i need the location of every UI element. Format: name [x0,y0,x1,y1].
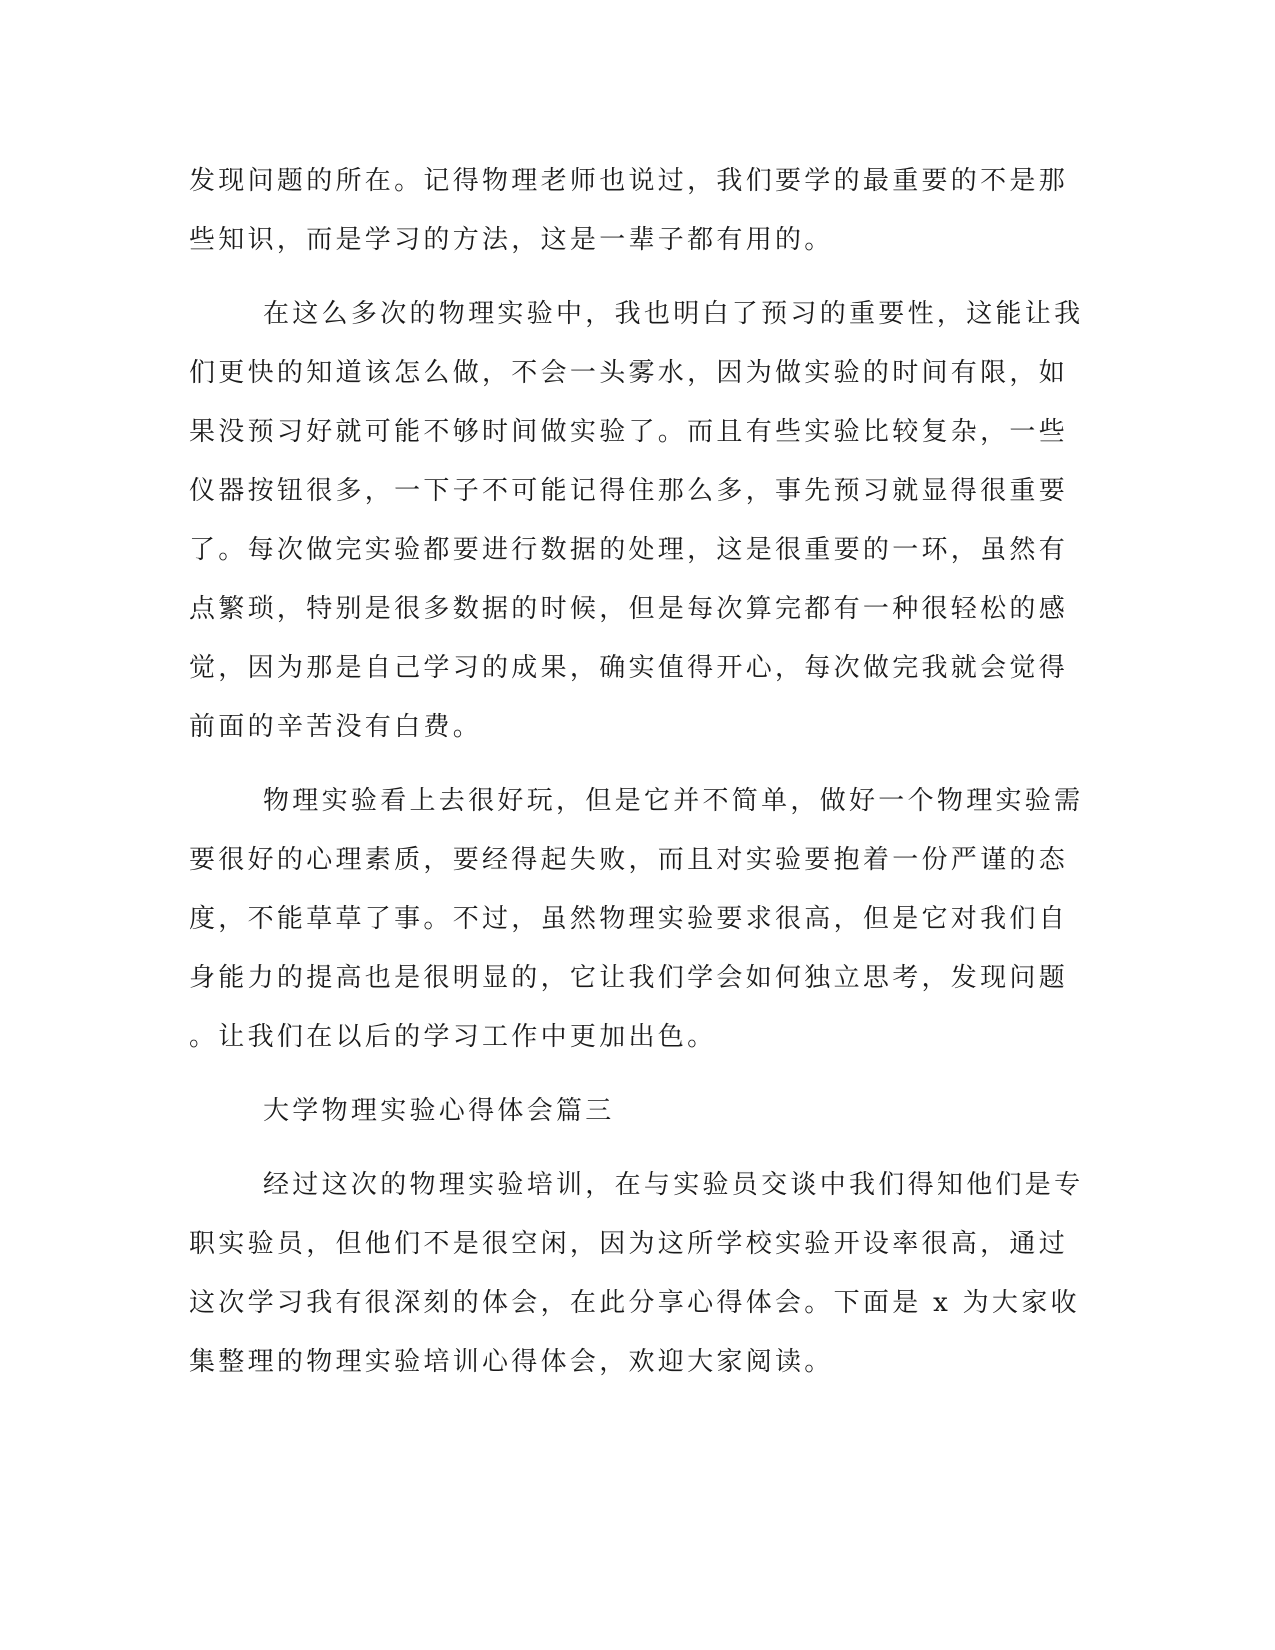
paragraph-line: 身能力的提高也是很明显的，它让我们学会如何独立思考，发现问题 [189,963,1069,993]
paragraph-line: 了。每次做完实验都要进行数据的处理，这是很重要的一环，虽然有 [189,535,1069,565]
paragraph-line: 们更快的知道该怎么做，不会一头雾水，因为做实验的时间有限，如 [189,358,1069,388]
paragraph-line: 度，不能草草了事。不过，虽然物理实验要求很高，但是它对我们自 [189,904,1069,934]
section-heading: 大学物理实验心得体会篇三 [263,1096,615,1126]
paragraph-line: 点繁琐，特别是很多数据的时候，但是每次算完都有一种很轻松的感 [189,594,1069,624]
paragraph-line: 发现问题的所在。记得物理老师也说过，我们要学的最重要的不是那 [189,166,1069,196]
paragraph-line: 果没预习好就可能不够时间做实验了。而且有些实验比较复杂，一些 [189,417,1069,447]
paragraph-line: 要很好的心理素质，要经得起失败，而且对实验要抱着一份严谨的态 [189,845,1069,875]
paragraph-line: 物理实验看上去很好玩，但是它并不简单，做好一个物理实验需 [263,786,1084,816]
paragraph-line: 这次学习我有很深刻的体会，在此分享心得体会。下面是 x 为大家收 [189,1288,1080,1318]
paragraph-line: 前面的辛苦没有白费。 [189,712,483,742]
paragraph-line: 经过这次的物理实验培训，在与实验员交谈中我们得知他们是专 [263,1170,1084,1200]
paragraph-line: 些知识，而是学习的方法，这是一辈子都有用的。 [189,225,834,255]
paragraph-line: 在这么多次的物理实验中，我也明白了预习的重要性，这能让我 [263,299,1084,329]
paragraph-line: 。让我们在以后的学习工作中更加出色。 [189,1022,717,1052]
paragraph-line: 集整理的物理实验培训心得体会，欢迎大家阅读。 [189,1347,834,1377]
paragraph-line: 职实验员，但他们不是很空闲，因为这所学校实验开设率很高，通过 [189,1229,1069,1259]
paragraph-line: 觉，因为那是自己学习的成果，确实值得开心，每次做完我就会觉得 [189,653,1069,683]
paragraph-line: 仪器按钮很多，一下子不可能记得住那么多，事先预习就显得很重要 [189,476,1069,506]
